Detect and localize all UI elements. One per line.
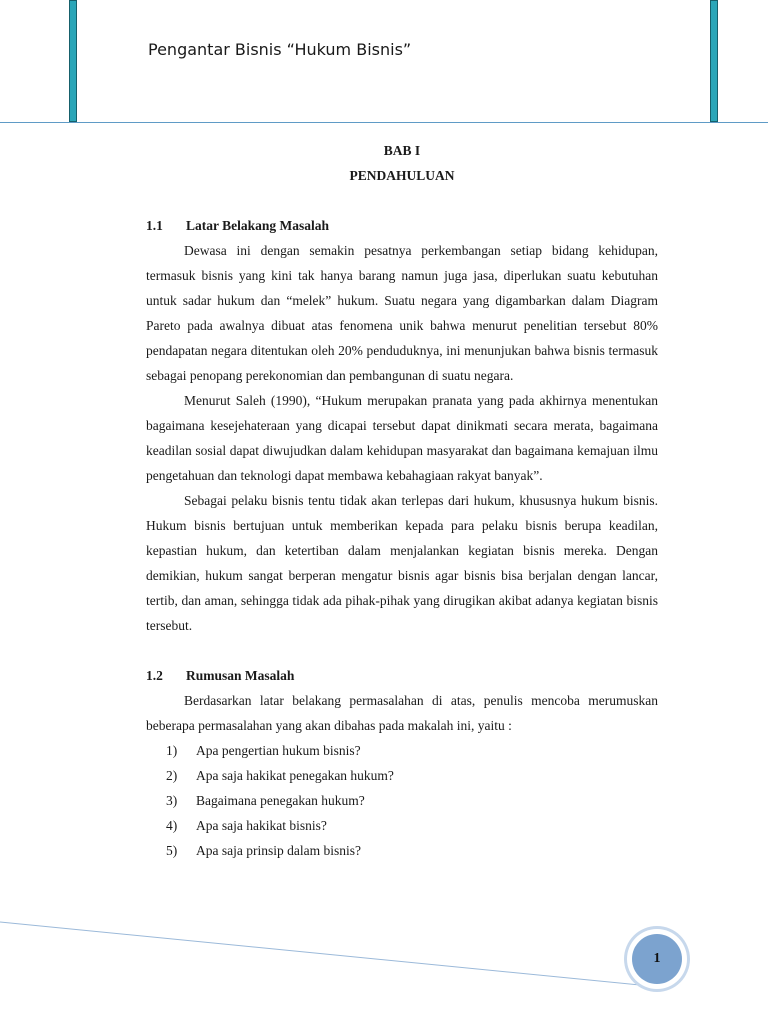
paragraph: Menurut Saleh (1990), “Hukum merupakan pranata yang pada akhirnya menentukan bagaimana kesejehateraan yang dicapai tersebut dapat dinikmati secara merata, bagaimana keadilan sosial dapat diwujudkan dalam kehidupan masyarakat dan bagaimana kemajuan ilmu pengetahuan dan teknologi dapat membawa kebahagiaan rakyat banyak”.	[146, 393, 658, 483]
list-number: 2)	[166, 768, 178, 783]
list-text: Apa pengertian hukum bisnis?	[196, 743, 361, 758]
list-number: 5)	[166, 843, 178, 858]
list-number: 3)	[166, 793, 178, 808]
list-text: Apa saja hakikat bisnis?	[196, 818, 327, 833]
paragraph: Dewasa ini dengan semakin pesatnya perkembangan setiap bidang kehidupan, termasuk bisnis yang kini tak hanya barang namun juga jasa, diperlukan suatu kebutuhan untuk sadar hukum dan “melek” hukum. Suatu negara yang digambarkan dalam Diagram Pareto pada awalnya dibuat atas fenomena unik bahwa menurut penelitian tersebut 80% pendapatan negara ditentukan oleh 20% penduduknya, ini menunjukan bahwa bisnis termasuk sebagai penopang perekonomian dan pembangunan di suatu negara.	[146, 243, 658, 383]
chapter-number: BAB I	[383, 143, 421, 158]
footer-line	[0, 922, 640, 985]
header-title: Pengantar Bisnis “Hukum Bisnis”	[148, 40, 412, 59]
paragraph: Sebagai pelaku bisnis tentu tidak akan terlepas dari hukum, khususnya hukum bisnis. Hukum bisnis bertujuan untuk memberikan kepada para pelaku bisnis berupa keadilan, kepastian hukum, dan ketertiban dalam menjalankan kegiatan bisnis mereka. Dengan demikian, hukum sangat berperan mengatur bisnis agar bisnis bisa berjalan dengan lancar, tertib, dan aman, sehingga tidak ada pihak-pihak yang dirugikan akibat adanya kegiatan bisnis tersebut.	[146, 493, 658, 633]
page-number-badge	[632, 934, 682, 984]
list-text: Apa saja prinsip dalam bisnis?	[196, 843, 361, 858]
paragraph: Berdasarkan latar belakang permasalahan di atas, penulis mencoba merumuskan beberapa permasalahan yang akan dibahas pada makalah ini, yaitu :	[146, 693, 658, 733]
section-title: Latar Belakang Masalah	[186, 218, 330, 233]
list-number: 4)	[166, 818, 178, 833]
section-title: Rumusan Masalah	[186, 668, 295, 683]
page-number: 1	[653, 951, 661, 966]
chapter-title: PENDAHULUAN	[349, 168, 455, 183]
list-text: Bagaimana penegakan hukum?	[196, 793, 365, 808]
section-number: 1.1	[146, 218, 163, 233]
section-number: 1.2	[146, 668, 163, 683]
list-text: Apa saja hakikat penegakan hukum?	[196, 768, 394, 783]
list-number: 1)	[166, 743, 178, 758]
